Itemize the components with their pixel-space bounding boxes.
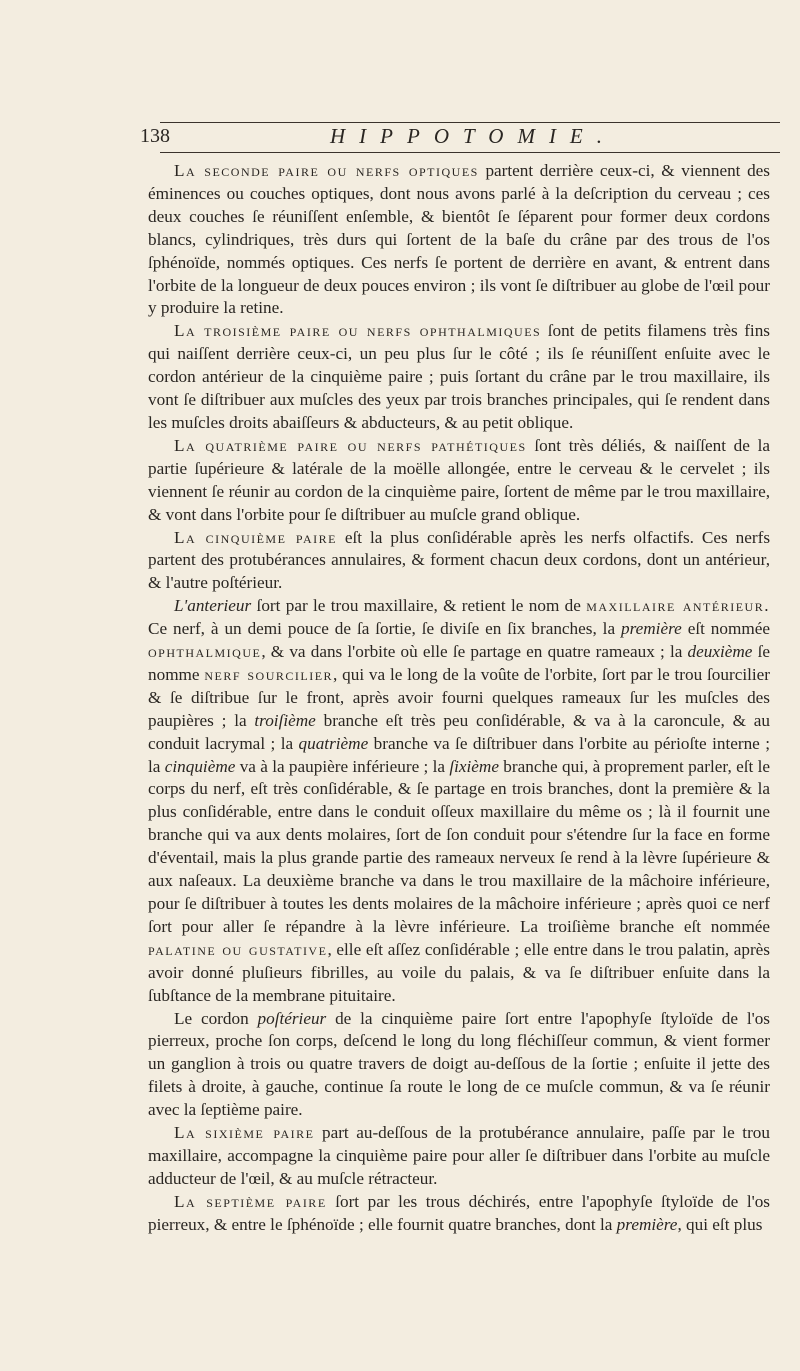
paragraph-text: partent derrière ceux-ci, & viennent des éminences ou couches optiques, dont nous avons parlé à la deſcription du cerveau ; ces deux couches ſe réuniſſent enſemble, & bientôt ſe ſéparent pour former deux cordons blancs, cylindriques, très durs qui ſortent de la baſe du crâne par des trous de l'os ſphénoïde, nommés optiques. Ces nerfs ſe portent de derrière en avant, & entrent dans l'orbite de la longueur de deux pouces environ ; ils vont ſe diſtribuer au globe de l'œil pour y produire la retine. [148,161,770,318]
paragraph-lead: La septième paire [174,1191,327,1211]
paragraph-text: de la cinquième paire ſort entre l'apophyſe ſtyloïde de l'os pierreux, proche ſon corps, deſcend le long du long fléchiſſeur commun, & vient former un ganglion à trois ou quatre travers de doigt au-deſſous de la ſortie ; enſuite il jette des filets à droite, à gauche, continue ſa route le long de ce muſcle commun, & va ſe réunir avec la ſeptième paire. [148,1008,770,1120]
paragraph-text: eſt la plus conſidérable après les nerfs olfactifs. Ces nerfs partent des protubérances annulaires, & forment chacun deux cordons, dont un antérieur, & l'autre poſtérieur. [148,527,771,593]
paragraph-text: eſt nommée [681,619,770,639]
italic-term: quatrième [298,733,369,753]
small-caps-term: ophthalmique [148,642,262,662]
paragraph-text: , qui va le long de la voûte de l'orbite, ſort par le trou ſourcilier & ſe diſtribue ſur le front, après avoir fourni quelques rameaux ſur les muſcles des paupières ; la [148,664,770,730]
paragraph-text: ſe nomme [148,642,770,684]
paragraph-lead: La cinquième paire [174,527,337,547]
paragraph-text: va à la paupière inférieure ; la [235,756,450,776]
italic-term: première [621,619,682,639]
paragraph-lead: La quatrième paire ou nerfs pathétiques [174,435,527,455]
paragraph-text: , qui eſt plus [677,1214,763,1234]
paragraph-text: Le cordon [174,1008,258,1028]
page-number: 138 [140,125,170,147]
italic-term: poſtérieur [257,1008,327,1028]
paragraph-seventh-pair [148,1191,770,1237]
italic-term: L'anterieur [174,596,252,616]
paragraph-posterior-cord [148,1008,770,1123]
body-text [148,160,770,1237]
italic-term: première [616,1214,678,1234]
paragraph-fifth-pair [148,527,770,596]
paragraph-text: ſort par les trous déchirés, entre l'apophyſe ſtyloïde de l'os pierreux, & entre le ſphénoïde ; elle fournit quatre branches, dont la [148,1191,770,1234]
paragraph-fourth-pair [148,435,770,527]
paragraph-text: branche eſt très peu conſidérable, & va à la caroncule, & au conduit lacrymal ; la [148,710,770,753]
running-title: HIPPOTOMIE. [330,124,617,148]
paragraph-third-pair [148,320,770,435]
paragraph-sixth-pair [148,1122,770,1191]
paragraph-text: branche va ſe diſtribuer dans l'orbite au périoſte interne ; la [148,733,771,776]
header-rule-bottom [160,152,780,153]
paragraph-second-pair [148,160,770,320]
italic-term: cinquième [164,756,236,776]
paragraph-lead: La sixième paire [174,1123,315,1143]
italic-term: troiſième [254,710,316,730]
italic-term: deuxième [687,642,753,662]
paragraph-text: ſont de petits filamens très fins qui naiſſent derrière ceux-ci, un peu plus ſur le côté ; ils ſe réuniſſent enſuite avec le cordon antérieur de la cinquième paire ; puis ſortant du crâne par le trou maxillaire, ils vont ſe diſtribuer aux muſcles des yeux par trois branches principales, qui ſe rendent dans les muſcles droits abaiſſeurs & abducteurs, & au petit oblique. [148,321,770,432]
paragraph-text: part au-deſſous de la protubérance annulaire, paſſe par le trou maxillaire, accompagne la cinquième paire pour aller ſe diſtribuer dans l'orbite au muſcle adducteur de l'œil, & au muſcle rétracteur. [148,1123,770,1188]
paragraph-lead: La seconde paire ou nerfs optiques [174,161,479,180]
paragraph-text: branche qui, à proprement parler, eſt le corps du nerf, eſt très conſidérable, & ſe partage en trois branches, dont la première & la plus conſidérable, entre dans le conduit oſſeux maxillaire du même os ; là il fournit une branche qui va aux dents molaires, ſort de ſon conduit pour s'étendre ſur la face en forme d'éventail, mais la plus grande partie des rameaux nerveux ſe rend à la lèvre ſupérieure & aux naſeaux. La deuxième branche va dans le trou maxillaire de la mâchoire inférieure, pour ſe diſtribuer à toutes les dents molaires de la mâchoire inférieure ; après quoi ce nerf ſort pour aller ſe répandre à la lèvre inférieure. La troiſième branche eſt nommée [148,756,770,936]
paragraph-text: , & va dans l'orbite où elle ſe partage en quatre rameaux ; la [261,642,688,662]
paragraph-text: , elle eſt aſſez conſidérable ; elle entre dans le trou palatin, après avoir donné pluſieurs fibrilles, au voile du palais, & va ſe diſtribuer enſuite dans la ſubſtance de la membrane pituitaire. [148,939,770,1005]
header-rule-top [160,122,780,123]
paragraph-text: Ce nerf, à un demi pouce de ſa ſortie, ſe diviſe en ſix branches, la [148,619,621,639]
small-caps-term: palatine ou gustative [148,939,328,959]
paragraph-text: ſont très déliés, & naiſſent de la partie ſupérieure & latérale de la moëlle allongée, entre le cerveau & le cervelet ; ils viennent ſe réunir au cordon de la cinquième paire, ſortent de même par le trou maxillaire, & vont dans l'orbite pour ſe diſtribuer au muſcle grand oblique. [148,435,771,524]
paragraph-lead: La troisième paire ou nerfs ophthalmiques [174,321,542,341]
paragraph-text: ſort par le trou maxillaire, & retient le nom de [251,596,587,616]
italic-term: ſixième [449,756,499,776]
small-caps-term: maxillaire antérieur. [586,596,770,616]
small-caps-term: nerf sourcilier [204,664,334,684]
paragraph-anterior-cord [148,595,770,1007]
